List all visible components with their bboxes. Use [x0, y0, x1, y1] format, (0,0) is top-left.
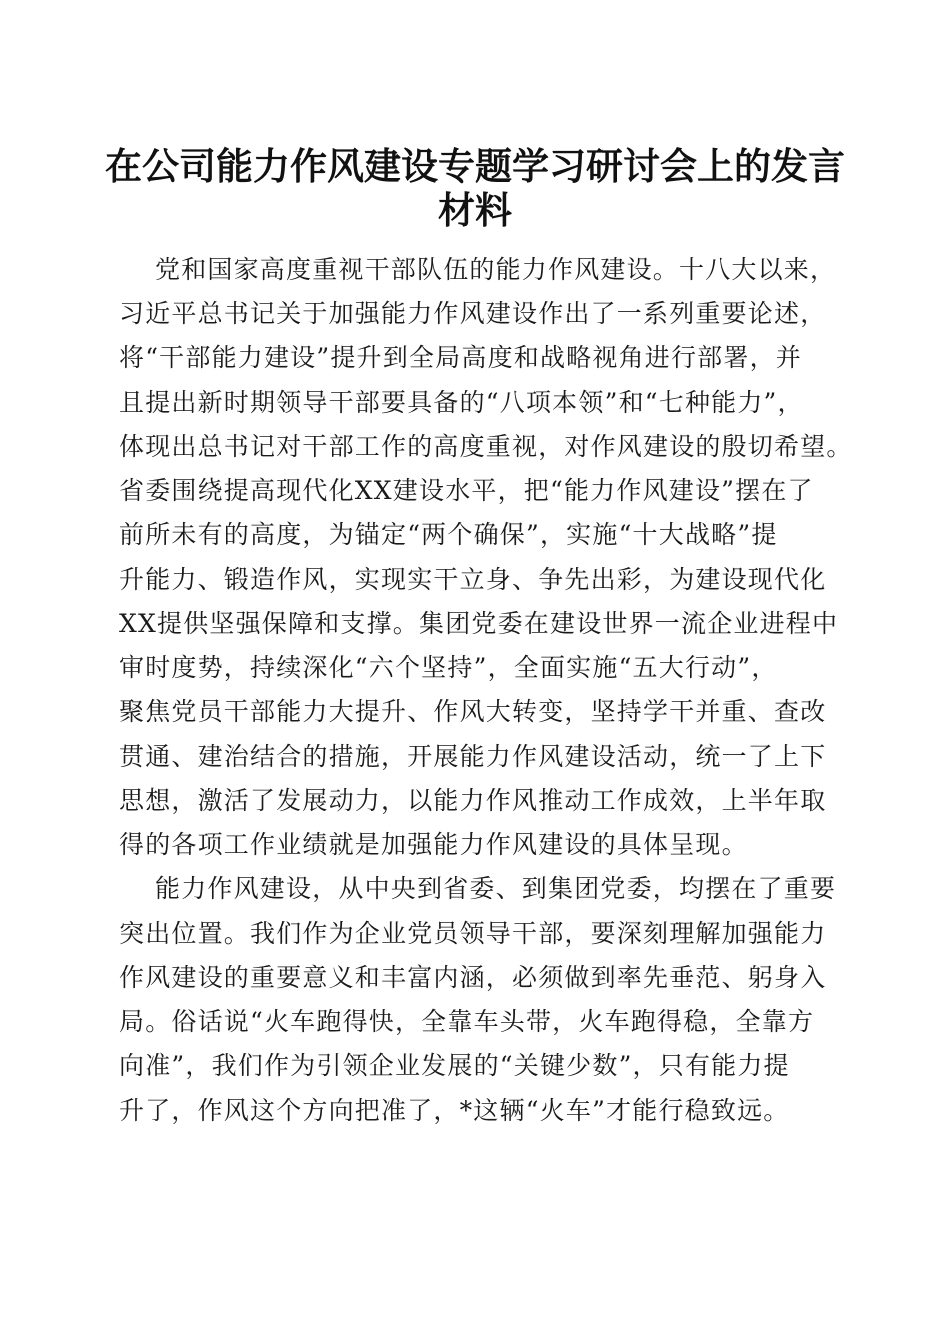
paragraph-line: 省委围绕提高现代化XX建设水平，把“能力作风建设”摆在了 — [119, 476, 814, 505]
paragraph-line: 聚焦党员干部能力大提升、作风大转变，坚持学干并重、查改 — [119, 697, 827, 726]
paragraph-line: 局。俗话说“火车跑得快，全靠车头带，火车跑得稳，全靠方 — [119, 1007, 815, 1036]
document-title-line-2: 材料 — [438, 188, 512, 232]
paragraph-line: 贯通、建治结合的措施，开展能力作风建设活动，统一了上下 — [119, 742, 827, 771]
paragraph-line: 将“干部能力建设”提升到全局高度和战略视角进行部署，并 — [119, 343, 802, 372]
paragraph-line: 作风建设的重要意义和丰富内涵，必须做到率先垂范、躬身入 — [119, 963, 827, 992]
paragraph-line: 体现出总书记对干部工作的高度重视，对作风建设的殷切希望。 — [119, 432, 853, 461]
paragraph-line: 审时度势，持续深化“六个坚持”，全面实施“五大行动”， — [119, 653, 778, 682]
paragraph-line: 思想，激活了发展动力，以能力作风推动工作成效，上半年取 — [119, 786, 827, 815]
paragraph-line: 前所未有的高度，为锚定“两个确保”，实施“十大战略”提 — [119, 520, 778, 549]
paragraph-line: XX提供坚强保障和支撑。集团党委在建设世界一流企业进程中 — [119, 609, 839, 638]
paragraph-line: 能力作风建设，从中央到省委、到集团党委，均摆在了重要 — [155, 874, 837, 903]
paragraph-line: 向准”，我们作为引领企业发展的“关键少数”，只有能力提 — [119, 1051, 790, 1080]
paragraph-line: 得的各项工作业绩就是加强能力作风建设的具体呈现。 — [119, 830, 748, 859]
paragraph-line: 突出位置。我们作为企业党员领导干部，要深刻理解加强能力 — [119, 919, 827, 948]
paragraph-line: 且提出新时期领导干部要具备的“八项本领”和“七种能力”， — [119, 388, 804, 417]
paragraph-line: 党和国家高度重视干部队伍的能力作风建设。十八大以来， — [155, 255, 837, 284]
paragraph-line: 升了，作风这个方向把准了，*这辆“火车”才能行稳致远。 — [119, 1096, 790, 1125]
paragraph-line: 升能力、锻造作风，实现实干立身、争先出彩，为建设现代化 — [119, 565, 827, 594]
paragraph-line: 习近平总书记关于加强能力作风建设作出了一系列重要论述， — [119, 299, 827, 328]
document-title-line-1: 在公司能力作风建设专题学习研讨会上的发言 — [105, 144, 845, 188]
